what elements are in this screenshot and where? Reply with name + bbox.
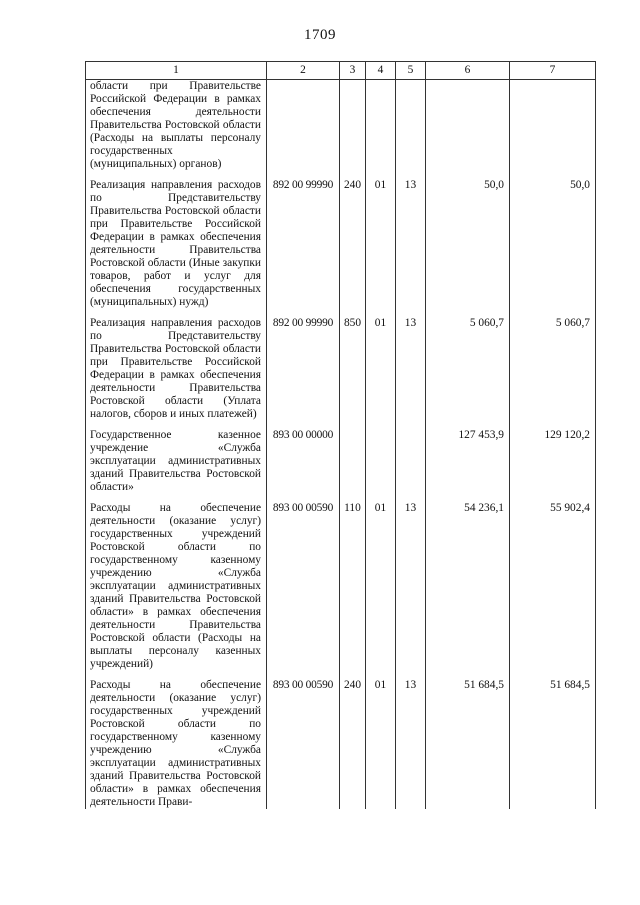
row-expense-type: 850 bbox=[340, 317, 366, 429]
table-row bbox=[86, 429, 596, 502]
row-amount-col6: 5 060,7 bbox=[426, 317, 510, 429]
row-expense-type bbox=[340, 429, 366, 502]
row-target-code: 893 00 00590 bbox=[267, 679, 340, 809]
row-subsection bbox=[396, 80, 426, 180]
row-section: 01 bbox=[366, 679, 396, 809]
row-amount-col7: 5 060,7 bbox=[510, 317, 596, 429]
row-description: Расходы на обеспечение деятельности (оказание услуг) государственных учреждений Ростовской области по государственному казенному учреждению «Служба эксплуатации административных зданий Правительства Ростовской области» в рамках обеспечения деятельности Прави- bbox=[86, 679, 267, 809]
row-target-code: 893 00 00590 bbox=[267, 502, 340, 679]
header-col-2: 2 bbox=[267, 62, 340, 80]
page-number: 1709 bbox=[304, 27, 336, 43]
row-amount-col6: 50,0 bbox=[426, 179, 510, 317]
row-amount-col6 bbox=[426, 80, 510, 180]
row-description: Государственное казенное учреждение «Служба эксплуатации административных зданий Правительства Ростовской области» bbox=[86, 429, 267, 502]
header-col-4: 4 bbox=[366, 62, 396, 80]
table-row bbox=[86, 679, 596, 809]
header-col-5: 5 bbox=[396, 62, 426, 80]
row-description: Расходы на обеспечение деятельности (оказание услуг) государственных учреждений Ростовской области по государственному казенному учреждению «Служба эксплуатации административных зданий Правительства Ростовской области» в рамках обеспечения деятельности Правительства Ростовской области (Расходы на выплаты персоналу казенных учреждений) bbox=[86, 502, 267, 679]
row-section: 01 bbox=[366, 179, 396, 317]
table-row bbox=[86, 179, 596, 317]
row-subsection: 13 bbox=[396, 317, 426, 429]
row-expense-type: 240 bbox=[340, 679, 366, 809]
row-amount-col6: 127 453,9 bbox=[426, 429, 510, 502]
row-expense-type: 110 bbox=[340, 502, 366, 679]
row-target-code: 892 00 99990 bbox=[267, 179, 340, 317]
header-col-1: 1 bbox=[86, 62, 267, 80]
table-header-row bbox=[86, 62, 596, 80]
header-col-6: 6 bbox=[426, 62, 510, 80]
table-row bbox=[86, 502, 596, 679]
row-amount-col6: 51 684,5 bbox=[426, 679, 510, 809]
row-section: 01 bbox=[366, 502, 396, 679]
header-col-7: 7 bbox=[510, 62, 596, 80]
table-row bbox=[86, 80, 596, 180]
row-section bbox=[366, 80, 396, 180]
header-col-3: 3 bbox=[340, 62, 366, 80]
row-description: Реализация направления расходов по Представительству Правительства Ростовской области при Правительстве Российской Федерации в рамках обеспечения деятельности Правительства Ростовской области (Уплата налогов, сборов и иных платежей) bbox=[86, 317, 267, 429]
row-amount-col7: 51 684,5 bbox=[510, 679, 596, 809]
row-expense-type bbox=[340, 80, 366, 180]
row-target-code: 893 00 00000 bbox=[267, 429, 340, 502]
row-section bbox=[366, 429, 396, 502]
row-description: области при Правительстве Российской Федерации в рамках обеспечения деятельности Правительства Ростовской области (Расходы на выплаты персоналу государственных (муниципальных) органов) bbox=[86, 80, 267, 180]
row-amount-col7: 129 120,2 bbox=[510, 429, 596, 502]
row-subsection: 13 bbox=[396, 679, 426, 809]
row-target-code: 892 00 99990 bbox=[267, 317, 340, 429]
row-subsection bbox=[396, 429, 426, 502]
row-amount-col6: 54 236,1 bbox=[426, 502, 510, 679]
table-row bbox=[86, 317, 596, 429]
row-amount-col7: 55 902,4 bbox=[510, 502, 596, 679]
row-section: 01 bbox=[366, 317, 396, 429]
row-expense-type: 240 bbox=[340, 179, 366, 317]
row-subsection: 13 bbox=[396, 502, 426, 679]
budget-table bbox=[85, 61, 596, 809]
row-target-code bbox=[267, 80, 340, 180]
row-amount-col7 bbox=[510, 80, 596, 180]
row-subsection: 13 bbox=[396, 179, 426, 317]
row-amount-col7: 50,0 bbox=[510, 179, 596, 317]
row-description: Реализация направления расходов по Представительству Правительства Ростовской области при Правительстве Российской Федерации в рамках обеспечения деятельности Правительства Ростовской области (Иные закупки товаров, работ и услуг для обеспечения государственных (муниципальных) нужд) bbox=[86, 179, 267, 317]
